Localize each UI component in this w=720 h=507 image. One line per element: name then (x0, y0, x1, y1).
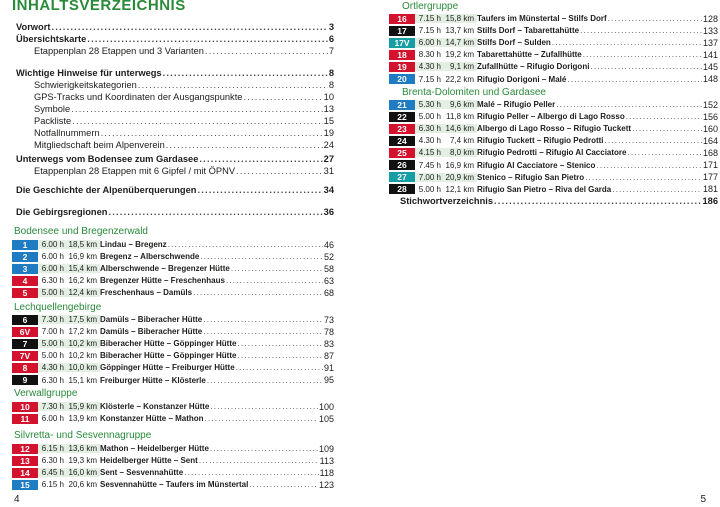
stage-row[interactable] (12, 467, 334, 478)
stage-duration: 5.00 h (418, 184, 441, 194)
stage-duration: 4.30 h (38, 363, 67, 372)
section-heading: Silvretta- und Sesvennagruppe (14, 430, 152, 441)
toc-entry-page: 3 (328, 22, 334, 32)
section-heading: Ortlergruppe (402, 1, 459, 12)
stage-page: 156 (702, 111, 718, 122)
stage-row[interactable] (389, 160, 718, 171)
toc-entry-page: 15 (323, 116, 334, 126)
stage-route: Biberacher Hütte – Göppinger Hütte (100, 351, 237, 361)
stage-distance: 14,6 km (444, 124, 477, 133)
toc-leader-dots (205, 46, 328, 57)
toc-entry[interactable] (34, 166, 334, 177)
stage-row[interactable] (12, 239, 334, 250)
stage-duration: 5.30 h (415, 100, 444, 109)
stage-duration: 6.00 h (38, 264, 67, 273)
stage-duration: 7.30 h (38, 315, 67, 324)
stage-page: 177 (702, 172, 718, 183)
toc-leader-dots (184, 468, 319, 477)
toc-entry-label: Die Geschichte der Alpenüberquerungen (16, 185, 197, 195)
toc-entry[interactable] (34, 104, 334, 115)
stage-route: Klösterle – Konstanzer Hütte (100, 402, 210, 411)
toc-entry-page: 6 (328, 34, 334, 44)
stage-number-badge: 27 (389, 172, 415, 182)
toc-entry-page: 27 (323, 154, 334, 164)
stage-distance: 10,2 km (67, 339, 100, 348)
stage-distance: 16,9 km (68, 252, 97, 262)
index-entry-label: Stichwortverzeichnis (400, 196, 493, 206)
stage-distance: 9,6 km (444, 100, 477, 109)
toc-entry-page: 19 (323, 128, 334, 138)
stage-row[interactable] (12, 443, 334, 454)
stage-number-badge: 20 (389, 74, 415, 84)
index-entry[interactable] (400, 196, 718, 207)
stage-duration: 6.30 h (41, 375, 64, 385)
stage-duration: 6.00 h (415, 38, 444, 47)
toc-leader-dots (193, 288, 323, 297)
stage-route: Malé – Rifugio Peller (477, 100, 556, 109)
stage-number-badge: 24 (389, 136, 415, 146)
stage-route: Damüls – Biberacher Hütte (100, 327, 203, 337)
toc-leader-dots (249, 480, 318, 489)
toc-leader-dots (108, 207, 322, 218)
stage-row[interactable] (12, 455, 334, 466)
toc-entry[interactable] (16, 34, 334, 45)
toc-leader-dots (590, 62, 702, 71)
toc-entry-page: 36 (323, 207, 334, 217)
toc-leader-dots (163, 68, 328, 79)
stage-distance: 11,8 km (446, 112, 474, 122)
stage-route: Rifugio Dorigoni – Malé (477, 74, 567, 84)
stage-distance: 12,4 km (67, 288, 100, 297)
stage-distance: 18,5 km (67, 240, 100, 249)
toc-entry-label: Die Gebirgsregionen (16, 207, 108, 217)
stage-row[interactable] (389, 49, 718, 60)
stage-route: Rifugio San Pietro – Riva del Garda (477, 184, 612, 194)
toc-entry[interactable] (16, 185, 334, 196)
stage-row[interactable] (12, 326, 334, 337)
stage-page: 160 (702, 123, 718, 134)
stage-number-badge: 14 (12, 468, 38, 478)
stage-distance: 16,2 km (68, 276, 97, 286)
toc-leader-dots (101, 128, 323, 139)
stage-distance: 14,7 km (444, 38, 477, 47)
stage-route: Rifugio Pedrotti – Rifugio Al Cacciatore (477, 148, 627, 158)
stage-distance: 19,2 km (445, 50, 474, 60)
toc-entry-page: 8 (328, 68, 334, 78)
stage-row[interactable] (12, 314, 334, 325)
toc-entry[interactable] (34, 92, 334, 103)
stage-number-badge: 2 (12, 252, 38, 262)
toc-leader-dots (197, 185, 322, 196)
stage-route: Freiburger Hütte – Klösterle (100, 375, 206, 385)
stage-duration: 5.00 h (418, 112, 441, 122)
stage-page: 63 (323, 275, 334, 286)
stage-page: 73 (323, 314, 334, 325)
stage-distance: 15,8 km (444, 14, 477, 23)
stage-route: Rifugio Tuckett – Rifugio Pedrotti (477, 136, 604, 146)
stage-duration: 7.45 h (418, 160, 441, 170)
toc-leader-dots (632, 124, 702, 133)
stage-page: 109 (318, 443, 334, 454)
toc-leader-dots (552, 38, 702, 47)
section-heading: Verwallgruppe (14, 388, 78, 399)
toc-leader-dots (199, 154, 322, 165)
stage-row[interactable] (12, 413, 334, 424)
stage-row[interactable] (389, 147, 718, 158)
section-heading: Bodensee und Bregenzerwald (14, 226, 148, 237)
page-number-left: 4 (14, 494, 20, 505)
toc-leader-dots (166, 140, 323, 151)
section-heading: Brenta-Dolomiten und Gardasee (402, 87, 546, 98)
stage-duration: 5.00 h (41, 351, 64, 361)
stage-route: Alberschwende – Bregenzer Hütte (100, 264, 230, 274)
stage-distance: 13,6 km (67, 444, 100, 453)
stage-row[interactable] (12, 479, 334, 490)
toc-entry-label: Wichtige Hinweise für unterwegs (16, 68, 162, 78)
stage-row[interactable] (389, 74, 718, 85)
toc-leader-dots (87, 34, 328, 45)
toc-entry[interactable] (34, 140, 334, 151)
stage-number-badge: 10 (12, 402, 38, 412)
stage-distance: 16,0 km (67, 468, 100, 477)
stage-page: 87 (323, 350, 334, 361)
toc-entry-page: 24 (323, 140, 334, 150)
page-title: INHALTSVERZEICHNIS (12, 0, 186, 14)
stage-duration: 5.00 h (38, 339, 67, 348)
stage-row[interactable] (389, 37, 718, 48)
toc-entry-page: 7 (328, 46, 334, 56)
stage-row[interactable] (12, 275, 334, 286)
toc-leader-dots (72, 116, 322, 127)
stage-number-badge: 16 (389, 14, 415, 24)
stage-page: 95 (323, 375, 334, 385)
stage-number-badge: 17 (389, 26, 415, 36)
toc-leader-dots (236, 166, 323, 177)
stage-distance: 7,4 km (449, 136, 474, 146)
stage-distance: 12,1 km (445, 184, 474, 194)
toc-entry-label: Vorwort (16, 22, 51, 32)
stage-number-badge: 7 (12, 339, 38, 349)
stage-duration: 6.00 h (41, 252, 64, 262)
toc-entry-label: Übersichtskarte (16, 34, 87, 44)
index-entry-page: 186 (702, 196, 718, 206)
stage-distance: 19,3 km (68, 456, 97, 466)
toc-entry-label: Packliste (34, 116, 72, 126)
stage-duration: 6.30 h (41, 276, 64, 286)
stage-route: Zufallhütte – Rifugio Dorigoni (477, 62, 590, 72)
stage-distance: 20,9 km (444, 173, 477, 182)
stage-page: 128 (702, 13, 718, 24)
stage-page: 148 (702, 74, 718, 84)
stage-page: 145 (702, 61, 718, 72)
stage-row[interactable] (12, 287, 334, 298)
stage-duration: 8.30 h (418, 50, 441, 60)
stage-route: Rifugio Al Cacciatore – Stenico (477, 160, 596, 170)
stage-page: 171 (702, 160, 718, 170)
stage-distance: 16,9 km (445, 160, 474, 170)
stage-number-badge: 9 (12, 375, 38, 385)
stage-route: Lindau – Bregenz (100, 240, 167, 249)
toc-entry[interactable] (16, 154, 334, 165)
toc-entry-label: Schwierigkeitskategorien (34, 80, 137, 90)
stage-distance: 15,9 km (67, 402, 100, 411)
stage-page: 181 (702, 184, 718, 195)
stage-distance: 22,2 km (445, 74, 474, 84)
toc-leader-dots (51, 22, 327, 33)
stage-duration: 6.30 h (41, 456, 64, 466)
stage-number-badge: 22 (389, 112, 415, 122)
toc-entry-page: 13 (323, 104, 334, 114)
stage-row[interactable] (389, 172, 718, 183)
stage-page: 78 (323, 326, 334, 337)
toc-leader-dots (210, 444, 318, 453)
toc-entry-label: Mitgliedschaft beim Alpenverein (34, 140, 165, 150)
stage-page: 168 (702, 147, 718, 158)
stage-duration: 6.15 h (38, 444, 67, 453)
toc-leader-dots (628, 148, 702, 157)
stage-page: 118 (319, 467, 334, 478)
toc-entry-page: 8 (328, 80, 334, 90)
toc-entry-label: Notfallnummern (34, 128, 100, 138)
stage-row[interactable] (12, 338, 334, 349)
toc-leader-dots (243, 92, 322, 103)
stage-page: 46 (323, 239, 334, 250)
stage-page: 68 (323, 287, 334, 298)
toc-leader-dots (226, 276, 323, 285)
toc-leader-dots (608, 14, 702, 23)
stage-duration: 5.00 h (38, 288, 67, 297)
stage-page: 91 (323, 362, 334, 373)
stage-route: Bregenzer Hütte – Freschenhaus (100, 276, 225, 286)
stage-number-badge: 6V (12, 327, 38, 337)
stage-route: Tabarettahütte – Zufallhütte (477, 50, 582, 60)
toc-leader-dots (237, 339, 323, 348)
toc-leader-dots (203, 327, 323, 336)
stage-route: Konstanzer Hütte – Mathon (100, 414, 204, 424)
stage-row[interactable] (12, 375, 334, 386)
stage-number-badge: 4 (12, 276, 38, 286)
toc-entry-page: 10 (323, 92, 334, 102)
toc-leader-dots (200, 252, 323, 261)
stage-distance: 15,4 km (67, 264, 100, 273)
stage-route: Stenico – Rifugio San Pietro (477, 172, 585, 182)
toc-leader-dots (71, 104, 322, 115)
toc-leader-dots (199, 456, 319, 465)
stage-page: 133 (702, 25, 718, 36)
toc-entry-page: 34 (323, 185, 334, 195)
stage-number-badge: 12 (12, 444, 38, 454)
stage-row[interactable] (12, 251, 334, 262)
toc-leader-dots (556, 100, 702, 109)
stage-duration: 6.00 h (41, 414, 64, 424)
stage-number-badge: 5 (12, 288, 38, 298)
toc-leader-dots (203, 315, 323, 324)
stage-duration: 6.30 h (415, 124, 444, 133)
stage-route: Taufers im Münstertal – Stilfs Dorf (477, 14, 607, 23)
toc-leader-dots (612, 185, 702, 194)
stage-row[interactable] (389, 25, 718, 36)
stage-duration: 4.30 h (418, 136, 441, 146)
stage-row[interactable] (389, 61, 718, 72)
toc-leader-dots (596, 161, 702, 170)
toc-entry[interactable] (34, 128, 334, 139)
toc-entry-label: Symbole (34, 104, 71, 114)
right-page (360, 0, 720, 507)
stage-number-badge: 17V (389, 38, 415, 48)
toc-entry[interactable] (16, 68, 334, 79)
stage-route: Albergo di Lago Rosso – Rifugio Tuckett (477, 124, 632, 134)
stage-row[interactable] (389, 99, 718, 110)
stage-page: 100 (318, 401, 334, 412)
stage-number-badge: 26 (389, 160, 415, 170)
toc-leader-dots (605, 136, 702, 145)
section-heading: Lechquellengebirge (14, 302, 102, 313)
stage-number-badge: 25 (389, 148, 415, 158)
stage-page: 137 (702, 37, 718, 48)
stage-page: 152 (702, 99, 718, 110)
stage-number-badge: 23 (389, 124, 415, 134)
stage-duration: 6.00 h (38, 240, 67, 249)
stage-number-badge: 3 (12, 264, 38, 274)
stage-row[interactable] (12, 362, 334, 373)
stage-row[interactable] (389, 111, 718, 122)
stage-route: Freschenhaus – Damüls (100, 288, 193, 298)
stage-number-badge: 8 (12, 363, 38, 373)
toc-leader-dots (626, 112, 702, 121)
stage-route: Mathon – Heidelberger Hütte (100, 444, 209, 453)
toc-entry-label: Etappenplan 28 Etappen und 3 Varianten (34, 46, 204, 56)
stage-row[interactable] (12, 263, 334, 274)
stage-number-badge: 28 (389, 184, 415, 194)
toc-entry-label: Etappenplan 28 Etappen mit 6 Gipfel / mit ÖPNV (34, 166, 236, 176)
stage-distance: 13,9 km (68, 414, 97, 424)
toc-entry-label: Unterwegs vom Bodensee zum Gardasee (16, 154, 199, 164)
stage-distance: 9,1 km (444, 62, 477, 71)
stage-duration: 6.45 h (38, 468, 67, 477)
toc-leader-dots (237, 351, 323, 360)
toc-leader-dots (583, 50, 702, 59)
stage-row[interactable] (12, 401, 334, 412)
stage-route: Sesvennahütte – Taufers im Münstertal (100, 480, 249, 490)
stage-route: Sent – Sesvennahütte (100, 468, 184, 478)
stage-distance: 8,0 km (444, 148, 477, 157)
toc-entry[interactable] (34, 46, 334, 57)
stage-duration: 7.00 h (415, 173, 444, 182)
stage-page: 164 (702, 135, 718, 146)
toc-leader-dots (210, 402, 318, 411)
toc-leader-dots (567, 75, 702, 84)
stage-route: Biberacher Hütte – Göppinger Hütte (100, 339, 237, 349)
stage-route: Göppinger Hütte – Freiburger Hütte (100, 363, 235, 373)
toc-entry[interactable] (34, 80, 334, 91)
toc-leader-dots (138, 80, 328, 91)
stage-row[interactable] (389, 135, 718, 146)
stage-page: 83 (323, 338, 334, 349)
stage-row[interactable] (389, 123, 718, 134)
stage-page: 105 (318, 413, 334, 424)
stage-number-badge: 19 (389, 62, 415, 72)
toc-entry[interactable] (34, 116, 334, 127)
stage-number-badge: 7V (12, 351, 38, 361)
stage-row[interactable] (12, 350, 334, 361)
toc-leader-dots (205, 414, 318, 423)
stage-duration: 7.30 h (38, 402, 67, 411)
toc-leader-dots (580, 26, 702, 35)
toc-entry-page: 31 (323, 166, 334, 176)
stage-distance: 13,7 km (445, 26, 474, 36)
stage-duration: 7.15 h (418, 26, 441, 36)
stage-duration: 6.15 h (41, 480, 64, 490)
stage-distance: 15,1 km (68, 375, 97, 385)
stage-distance: 10,0 km (67, 363, 100, 372)
stage-number-badge: 15 (12, 480, 38, 490)
stage-row[interactable] (389, 13, 718, 24)
stage-route: Stilfs Dorf – Tabarettahütte (477, 26, 580, 36)
toc-entry[interactable] (16, 207, 334, 218)
page-number-right: 5 (700, 494, 706, 505)
toc-entry-label: GPS-Tracks und Koordinaten der Ausgangspunkte (34, 92, 243, 102)
stage-page: 52 (323, 251, 334, 262)
stage-row[interactable] (389, 184, 718, 195)
stage-duration: 7.00 h (41, 327, 64, 337)
stage-distance: 17,5 km (67, 315, 100, 324)
toc-leader-dots (236, 363, 323, 372)
stage-number-badge: 13 (12, 456, 38, 466)
stage-number-badge: 1 (12, 240, 38, 250)
stage-route: Stilfs Dorf – Sulden (477, 38, 551, 48)
stage-route: Damüls – Biberacher Hütte (100, 315, 203, 324)
stage-route: Bregenz – Alberschwende (100, 252, 200, 262)
toc-leader-dots (585, 173, 702, 182)
stage-page: 141 (702, 49, 718, 60)
stage-duration: 7.15 h (415, 14, 444, 23)
stage-number-badge: 18 (389, 50, 415, 60)
stage-duration: 7.15 h (418, 74, 441, 84)
stage-number-badge: 21 (389, 100, 415, 110)
toc-leader-dots (231, 264, 323, 273)
stage-distance: 10,2 km (68, 351, 97, 361)
stage-route: Heidelberger Hütte – Sent (100, 456, 198, 466)
stage-number-badge: 6 (12, 315, 38, 325)
stage-duration: 4.15 h (415, 148, 444, 157)
stage-duration: 4.30 h (415, 62, 444, 71)
stage-page: 113 (319, 455, 334, 466)
stage-page: 58 (323, 263, 334, 274)
stage-distance: 17,2 km (68, 327, 97, 337)
stage-distance: 20,6 km (68, 480, 97, 490)
stage-number-badge: 11 (12, 414, 38, 424)
toc-entry[interactable] (16, 22, 334, 33)
stage-page: 123 (318, 479, 334, 490)
stage-route: Rifugio Peller – Albergo di Lago Rosso (477, 112, 625, 122)
toc-leader-dots (207, 376, 323, 385)
toc-leader-dots (168, 240, 323, 249)
